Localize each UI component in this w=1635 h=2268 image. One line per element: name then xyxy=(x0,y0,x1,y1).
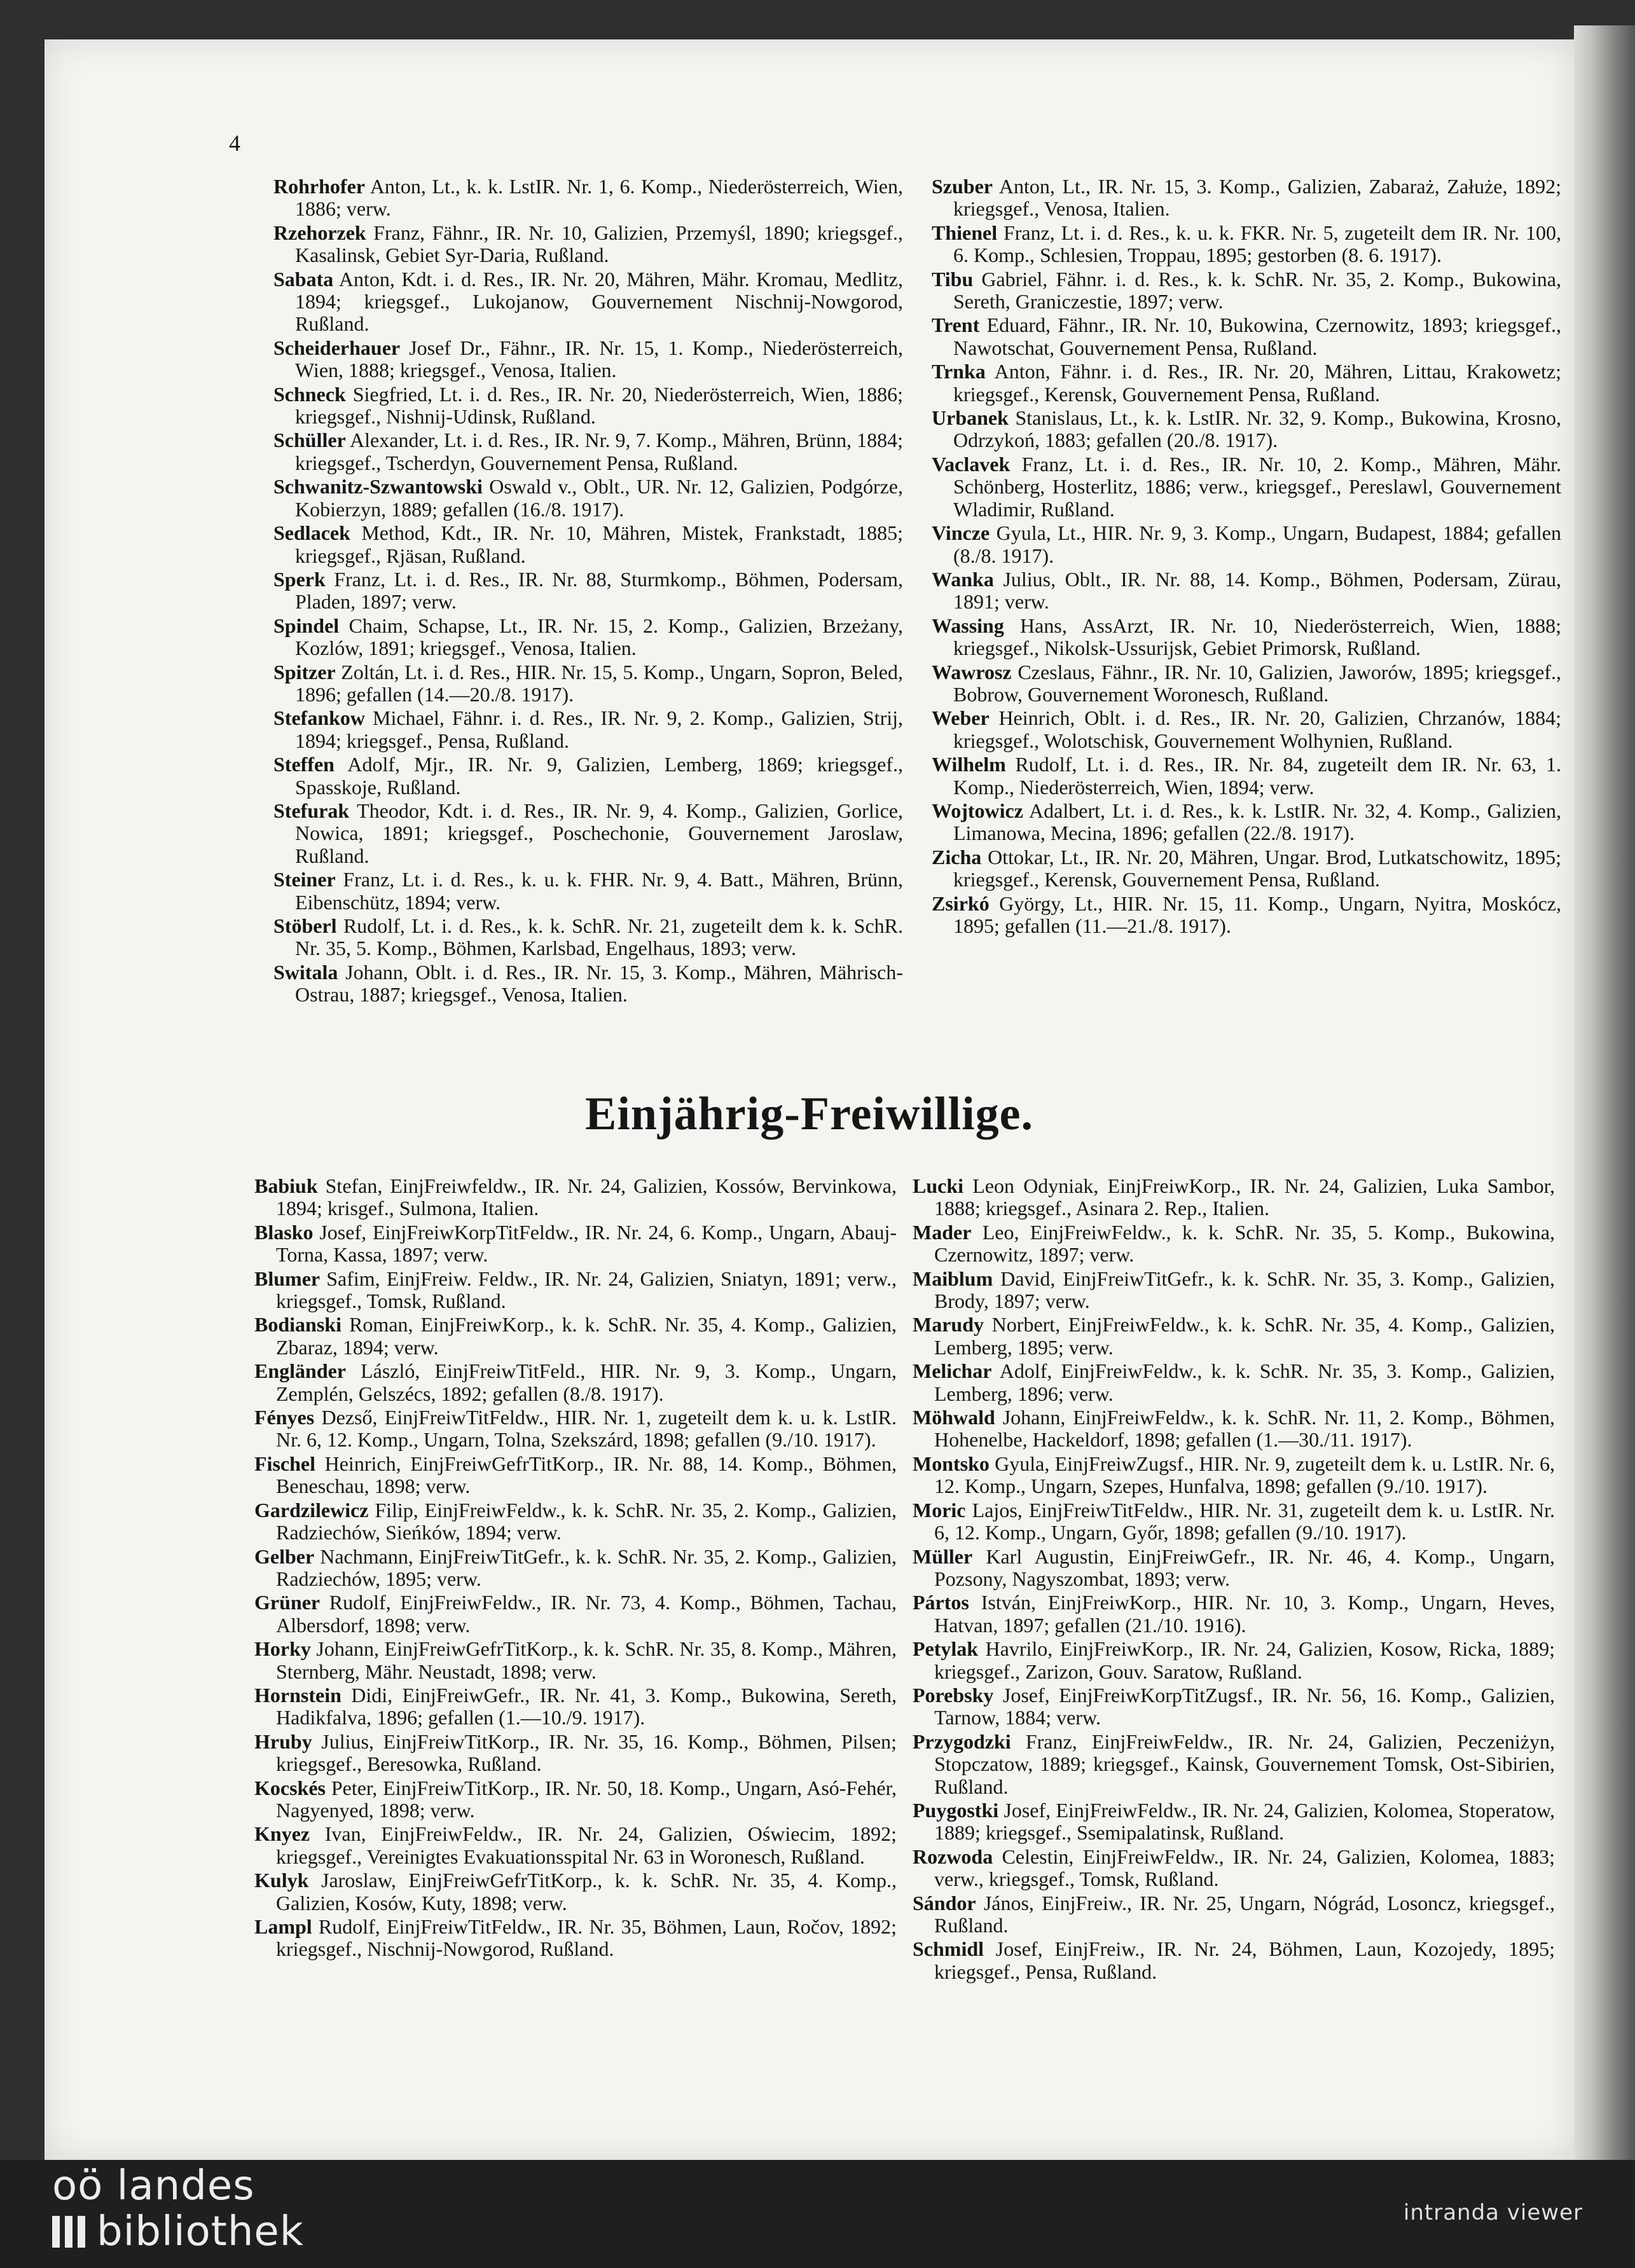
entry-details: Anton, Fähnr. i. d. Res., IR. Nr. 20, Mähren, Littau, Krakowetz; kriegsgef., Kerensk, Gouvernement Pensa, Rußland. xyxy=(953,360,1561,406)
entry-details: Josef, EinjFreiwFeldw., IR. Nr. 24, Galizien, Kolomea, Stoperatow, 1889; kriegsgef., Ssemipalatinsk, Rußland. xyxy=(934,1798,1555,1845)
entry-surname: Rzehorzek xyxy=(273,221,366,244)
entry-details: Didi, EinjFreiwGefr., IR. Nr. 41, 3. Komp., Bukowina, Sereth, Hadikfalva, 1896; gefallen (1.—10./9. 1917). xyxy=(276,1683,897,1729)
register-entry xyxy=(913,1221,1555,1267)
entry-surname: Schmidl xyxy=(913,1937,984,1961)
register-entry xyxy=(913,1360,1555,1405)
entry-details: Johann, Oblt. i. d. Res., IR. Nr. 15, 3. Komp., Mähren, Mährisch-Ostrau, 1887; kriegsgef., Venosa, Italien. xyxy=(295,960,903,1007)
register-entry xyxy=(254,1360,897,1405)
entry-surname: Mader xyxy=(913,1220,972,1244)
entry-details: Roman, EinjFreiwKorp., k. k. SchR. Nr. 35, 4. Komp., Galizien, Zbaraz, 1894; verw. xyxy=(276,1313,897,1359)
entry-details: Karl Augustin, EinjFreiwGefr., IR. Nr. 46, 4. Komp., Ungarn, Pozsony, Nagyszombat, 1893; verw. xyxy=(934,1544,1555,1590)
entry-details: Franz, Fähnr., IR. Nr. 10, Galizien, Przemyśl, 1890; kriegsgef., Kasalinsk, Gebiet Syr-Daria, Rußland. xyxy=(295,221,903,267)
entry-surname: Melichar xyxy=(913,1359,992,1383)
entry-surname: Blasko xyxy=(254,1220,314,1244)
entry-details: Anton, Lt., k. k. LstIR. Nr. 1, 6. Komp., Niederösterreich, Wien, 1886; verw. xyxy=(295,175,903,221)
entry-details: Zoltán, Lt. i. d. Res., HIR. Nr. 15, 5. Komp., Ungarn, Sopron, Beled, 1896; gefallen (14.—20./8. 1917). xyxy=(295,660,903,706)
entry-details: Leo, EinjFreiwFeldw., k. k. SchR. Nr. 35, 5. Komp., Bukowina, Czernowitz, 1897; verw. xyxy=(934,1220,1555,1267)
bottom-right-column xyxy=(913,1175,1555,1984)
register-entry xyxy=(932,522,1561,567)
register-entry xyxy=(913,1268,1555,1313)
register-entry xyxy=(913,1638,1555,1683)
register-entry xyxy=(273,175,903,221)
register-entry xyxy=(254,1406,897,1452)
register-entry xyxy=(273,800,903,867)
entry-details: Franz, Lt. i. d. Res., k. u. k. FKR. Nr. 5, zugeteilt dem IR. Nr. 100, 6. Komp., Schlesien, Troppau, 1895; gestorben (8. 6. 1917). xyxy=(953,221,1561,267)
entry-surname: Trnka xyxy=(932,360,986,383)
entry-details: Franz, EinjFreiwFeldw., IR. Nr. 24, Galizien, Peczeniżyn, Stopczatow, 1889; kriegsgef., Kainsk, Gouvernement Tomsk, Ost-Sibirien, Rußland. xyxy=(934,1729,1555,1798)
register-entry xyxy=(932,800,1561,845)
register-entry xyxy=(273,568,903,614)
entry-details: Filip, EinjFreiwFeldw., k. k. SchR. Nr. 35, 2. Komp., Galizien, Radziechów, Sieńków, 1894; verw. xyxy=(276,1498,897,1544)
entry-surname: Spitzer xyxy=(273,660,336,684)
register-entry xyxy=(932,361,1561,406)
entry-surname: Babiuk xyxy=(254,1174,318,1197)
entry-details: István, EinjFreiwKorp., HIR. Nr. 10, 3. Komp., Ungarn, Heves, Hatvan, 1897; gefallen (21./10. 1916). xyxy=(934,1591,1555,1637)
entry-surname: Fischel xyxy=(254,1452,315,1475)
register-entry xyxy=(932,175,1561,221)
entry-surname: Wanka xyxy=(932,567,994,591)
register-entry xyxy=(254,1453,897,1498)
entry-details: Hans, AssArzt, IR. Nr. 10, Niederösterreich, Wien, 1888; kriegsgef., Nikolsk-Ussurijsk, Gebiet Primorsk, Rußland. xyxy=(953,614,1561,660)
entry-details: Gyula, EinjFreiwZugsf., HIR. Nr. 9, zugeteilt dem k. u. LstIR. Nr. 6, 12. Komp., Ungarn, Szepes, Hunfalva, 1898; gefallen (9./10. 1917). xyxy=(934,1452,1555,1498)
register-entry xyxy=(254,1638,897,1683)
entry-surname: Steiner xyxy=(273,868,336,891)
entry-surname: Montsko xyxy=(913,1452,990,1475)
entry-surname: Tibu xyxy=(932,267,974,291)
entry-surname: Porebsky xyxy=(913,1683,994,1707)
entry-surname: Grüner xyxy=(254,1591,321,1614)
register-entry xyxy=(254,1268,897,1313)
register-entry xyxy=(273,429,903,474)
entry-surname: Thienel xyxy=(932,221,998,244)
register-entry xyxy=(254,1314,897,1359)
entry-details: Leon Odyniak, EinjFreiwKorp., IR. Nr. 24, Galizien, Luka Sambor, 1888; kriegsgef., Asinara 2. Rep., Italien. xyxy=(934,1174,1555,1220)
entry-details: Josef, EinjFreiw., IR. Nr. 24, Böhmen, Laun, Kozojedy, 1895; kriegsgef., Pensa, Rußland. xyxy=(934,1937,1555,1983)
entry-details: Johann, EinjFreiwFeldw., k. k. SchR. Nr. 11, 2. Komp., Böhmen, Hohenelbe, Hackeldorf, 1898; gefallen (1.—30./11. 1917). xyxy=(934,1406,1555,1452)
entry-details: Anton, Kdt. i. d. Res., IR. Nr. 20, Mähren, Mähr. Kromau, Medlitz, 1894; kriegsgef., Lukojanow, Gouvernement Nischnij-Nowgorod, Rußland. xyxy=(295,267,903,336)
register-entry xyxy=(273,661,903,706)
entry-surname: Sabata xyxy=(273,267,334,291)
logo-line2-wrapper xyxy=(52,2209,304,2255)
register-entry xyxy=(273,337,903,382)
entry-details: Heinrich, EinjFreiwGefrTitKorp., IR. Nr. 88, 14. Komp., Böhmen, Beneschau, 1898; verw. xyxy=(276,1452,897,1498)
entry-details: Alexander, Lt. i. d. Res., IR. Nr. 9, 7. Komp., Mähren, Brünn, 1884; kriegsgef., Tscherdyn, Gouvernement Pensa, Rußland. xyxy=(295,429,903,474)
entry-surname: Sándor xyxy=(913,1891,976,1914)
logo-text-line1: oö landes xyxy=(52,2162,255,2210)
entry-details: Rudolf, EinjFreiwFeldw., IR. Nr. 73, 4. Komp., Böhmen, Tachau, Albersdorf, 1898; verw. xyxy=(276,1591,897,1637)
entry-surname: Knyez xyxy=(254,1822,310,1846)
register-entry xyxy=(932,314,1561,359)
entry-surname: Schwanitz-Szwantowski xyxy=(273,475,483,498)
entry-details: Rudolf, EinjFreiwTitFeldw., IR. Nr. 35, Böhmen, Laun, Ročov, 1892; kriegsgef., Nischnij-Nowgorod, Rußland. xyxy=(276,1915,897,1961)
entry-details: Czeslaus, Fähnr., IR. Nr. 10, Galizien, Jaworów, 1895; kriegsgef., Bobrow, Gouvernement Woronesch, Rußland. xyxy=(953,660,1561,706)
entry-details: László, EinjFreiwTitFeld., HIR. Nr. 9, 3. Komp., Ungarn, Zemplén, Gelszécs, 1892; gefallen (8./8. 1917). xyxy=(276,1359,897,1405)
entry-surname: Stefurak xyxy=(273,799,350,822)
register-entry xyxy=(273,383,903,429)
register-entry xyxy=(254,1591,897,1637)
entry-details: Heinrich, Oblt. i. d. Res., IR. Nr. 20, Galizien, Chrzanów, 1884; kriegsgef., Wolotschisk, Gouvernement Wolhynien, Rußland. xyxy=(953,706,1561,752)
entry-surname: Wawrosz xyxy=(932,660,1012,684)
entry-details: Stefan, EinjFreiwfeldw., IR. Nr. 24, Galizien, Kossów, Bervinkowa, 1894; krisgef., Sulmona, Italien. xyxy=(276,1174,897,1220)
entry-details: Franz, Lt. i. d. Res., IR. Nr. 10, 2. Komp., Mähren, Mähr. Schönberg, Hosterlitz, 1886; verw., kriegsgef., Pereslawl, Gouvernement Wladimir, Rußland. xyxy=(953,452,1561,521)
entry-details: Josef, EinjFreiwKorpTitZugsf., IR. Nr. 56, 16. Komp., Galizien, Tarnow, 1884; verw. xyxy=(934,1683,1555,1729)
register-entry xyxy=(273,961,903,1007)
entry-details: Michael, Fähnr. i. d. Res., IR. Nr. 9, 2. Komp., Galizien, Strij, 1894; kriegsgef., Pensa, Rußland. xyxy=(295,706,903,752)
entry-surname: Puygostki xyxy=(913,1798,999,1822)
entry-details: Rudolf, Lt. i. d. Res., IR. Nr. 84, zugeteilt dem IR. Nr. 63, 1. Komp., Niederösterreich, Wien, 1894; verw. xyxy=(953,753,1561,799)
register-entry xyxy=(273,869,903,914)
entry-details: Stanislaus, Lt., k. k. LstIR. Nr. 32, 9. Komp., Bukowina, Krosno, Odrzykoń, 1883; gefallen (20./8. 1917). xyxy=(953,406,1561,452)
entry-details: Adalbert, Lt. i. d. Res., k. k. LstIR. Nr. 32, 4. Komp., Galizien, Limanowa, Mecina, 1896; gefallen (22./8. 1917). xyxy=(953,799,1561,845)
entry-surname: Urbanek xyxy=(932,406,1009,430)
register-entry xyxy=(932,893,1561,938)
entry-surname: Sedlacek xyxy=(273,521,350,545)
entry-surname: Marudy xyxy=(913,1313,984,1337)
entry-details: Julius, EinjFreiwTitKorp., IR. Nr. 35, 16. Komp., Böhmen, Pilsen; kriegsgef., Beresowka, Rußland. xyxy=(276,1729,897,1776)
entry-details: Havrilo, EinjFreiwKorp., IR. Nr. 24, Galizien, Kosow, Ricka, 1889; kriegsgef., Zarizon, Gouv. Saratow, Rußland. xyxy=(934,1637,1555,1683)
register-entry xyxy=(932,268,1561,313)
entry-details: Oswald v., Oblt., UR. Nr. 12, Galizien, Podgórze, Kobierzyn, 1889; gefallen (16./8. 1917). xyxy=(295,475,903,521)
register-entry xyxy=(273,753,903,799)
register-entry xyxy=(913,1892,1555,1937)
entry-details: Adolf, Mjr., IR. Nr. 9, Galizien, Lemberg, 1869; kriegsgef., Spasskoje, Rußland. xyxy=(295,753,903,799)
register-entry xyxy=(932,615,1561,660)
register-entry xyxy=(932,753,1561,799)
register-entry xyxy=(913,1406,1555,1452)
entry-details: Gyula, Lt., HIR. Nr. 9, 3. Komp., Ungarn, Budapest, 1884; gefallen (8./8. 1917). xyxy=(953,521,1561,567)
entry-details: Celestin, EinjFreiwFeldw., IR. Nr. 24, Galizien, Kolomea, 1883; verw., kriegsgef., Tomsk, Rußland. xyxy=(934,1845,1555,1891)
register-entry xyxy=(254,1546,897,1591)
entry-surname: Lucki xyxy=(913,1174,964,1197)
register-entry xyxy=(254,1221,897,1267)
register-entry xyxy=(254,1175,897,1220)
entry-details: György, Lt., HIR. Nr. 15, 11. Komp., Ungarn, Nyitra, Moskócz, 1895; gefallen (11.—21./8. 1917). xyxy=(953,891,1561,937)
entry-details: Gabriel, Fähnr. i. d. Res., k. k. SchR. Nr. 35, 2. Komp., Bukowina, Sereth, Graniczestie, 1897; verw. xyxy=(953,267,1561,313)
top-left-column xyxy=(273,175,903,1008)
entry-surname: Scheiderhauer xyxy=(273,336,401,359)
entry-details: Method, Kdt., IR. Nr. 10, Mähren, Mistek, Frankstadt, 1885; kriegsgef., Rjäsan, Rußland. xyxy=(295,521,903,567)
entry-surname: Steffen xyxy=(273,753,335,776)
register-entry xyxy=(932,661,1561,706)
entry-surname: Stefankow xyxy=(273,706,366,730)
entry-details: Chaim, Schapse, Lt., IR. Nr. 15, 2. Komp., Galizien, Brzeżany, Kozlów, 1891; kriegsgef., Venosa, Italien. xyxy=(295,614,903,660)
register-entry xyxy=(913,1846,1555,1891)
register-entry xyxy=(913,1591,1555,1637)
register-entry xyxy=(254,1777,897,1822)
register-entry xyxy=(913,1453,1555,1498)
entry-surname: Gelber xyxy=(254,1544,315,1568)
entry-details: Johann, EinjFreiwGefrTitKorp., k. k. SchR. Nr. 35, 8. Komp., Mähren, Sternberg, Mähr. Neustadt, 1898; verw. xyxy=(276,1637,897,1683)
register-entry xyxy=(273,476,903,521)
entry-surname: Rozwoda xyxy=(913,1845,993,1868)
entry-surname: Möhwald xyxy=(913,1406,995,1429)
entry-details: Dezső, EinjFreiwTitFeldw., HIR. Nr. 1, zugeteilt dem k. u. k. LstIR. Nr. 6, 12. Komp., Ungarn, Tolna, Szekszárd, 1898; gefallen (9./10. 1917). xyxy=(276,1406,897,1452)
register-entry xyxy=(273,615,903,660)
entry-details: Eduard, Fähnr., IR. Nr. 10, Bukowina, Czernowitz, 1893; kriegsgef., Nawotschat, Gouvernement Pensa, Rußland. xyxy=(953,313,1561,359)
entry-surname: Sperk xyxy=(273,567,326,591)
entry-surname: Weber xyxy=(932,706,990,730)
register-entry xyxy=(913,1731,1555,1798)
entry-surname: Pártos xyxy=(913,1591,969,1614)
entry-details: Siegfried, Lt. i. d. Res., IR. Nr. 20, Niederösterreich, Wien, 1886; kriegsgef., Nishnij-Udinsk, Rußland. xyxy=(295,382,903,429)
register-entry xyxy=(913,1175,1555,1220)
entry-surname: Zicha xyxy=(932,845,982,869)
register-entry xyxy=(254,1916,897,1961)
entry-surname: Gardzilewicz xyxy=(254,1498,369,1522)
register-entry xyxy=(254,1499,897,1544)
entry-surname: Wojtowicz xyxy=(932,799,1023,822)
entry-surname: Przygodzki xyxy=(913,1729,1011,1753)
register-entry xyxy=(273,268,903,336)
entry-surname: Blumer xyxy=(254,1267,321,1290)
entry-surname: Rohrhofer xyxy=(273,175,365,198)
entry-surname: Schüller xyxy=(273,429,346,452)
entry-surname: Hruby xyxy=(254,1729,312,1753)
page-number: 4 xyxy=(229,130,240,156)
section-heading: Einjährig-Freiwillige. xyxy=(584,1088,1034,1140)
logo-text-line2: bibliothek xyxy=(97,2208,304,2255)
register-entry xyxy=(913,1546,1555,1591)
entry-surname: Spindel xyxy=(273,614,340,637)
entry-surname: Petylak xyxy=(913,1637,979,1661)
entry-surname: Schneck xyxy=(273,382,346,406)
entry-surname: Trent xyxy=(932,313,980,337)
logo-bars-icon xyxy=(52,2216,88,2248)
register-entry xyxy=(273,915,903,960)
entry-details: Franz, Lt. i. d. Res., k. u. k. FHR. Nr. 9, 4. Batt., Mähren, Brünn, Eibenschütz, 1894; verw. xyxy=(295,868,903,914)
entry-surname: Kocskés xyxy=(254,1776,326,1799)
entry-surname: Bodianski xyxy=(254,1313,341,1337)
viewer-label[interactable]: intranda viewer xyxy=(1403,2200,1583,2225)
register-entry xyxy=(273,222,903,267)
entry-surname: Kulyk xyxy=(254,1869,309,1892)
entry-details: Ottokar, Lt., IR. Nr. 20, Mähren, Ungar. Brod, Lutkatschowitz, 1895; kriegsgef., Kerensk, Gouvernement Pensa, Rußland. xyxy=(953,845,1561,891)
entry-surname: Zsirkó xyxy=(932,891,990,915)
register-entry xyxy=(913,1314,1555,1359)
entry-surname: Vincze xyxy=(932,521,990,545)
register-entry xyxy=(273,522,903,567)
entry-details: Jaroslaw, EinjFreiwGefrTitKorp., k. k. SchR. Nr. 35, 4. Komp., Galizien, Kosów, Kuty, 1898; verw. xyxy=(276,1869,897,1914)
entry-surname: Szuber xyxy=(932,175,993,198)
register-entry xyxy=(932,453,1561,521)
entry-details: Anton, Lt., IR. Nr. 15, 3. Komp., Galizien, Zabaraż, Załuże, 1892; kriegsgef., Venosa, Italien. xyxy=(953,175,1561,221)
entry-surname: Moric xyxy=(913,1498,966,1522)
book-binding-edge xyxy=(1574,25,1635,2175)
entry-details: Theodor, Kdt. i. d. Res., IR. Nr. 9, 4. Komp., Galizien, Gorlice, Nowica, 1891; kriegsgef., Poschechonie, Gouvernement Jaroslaw, Rußland. xyxy=(295,799,903,867)
entry-details: Rudolf, Lt. i. d. Res., k. k. SchR. Nr. 21, zugeteilt dem k. k. SchR. Nr. 35, 5. Komp., Böhmen, Karlsbad, Engelhaus, 1893; verw. xyxy=(295,914,903,960)
entry-details: Julius, Oblt., IR. Nr. 88, 14. Komp., Böhmen, Podersam, Zürau, 1891; verw. xyxy=(953,567,1561,614)
entry-surname: Vaclavek xyxy=(932,452,1011,476)
document-page xyxy=(45,39,1574,2160)
register-entry xyxy=(932,407,1561,452)
register-entry xyxy=(932,568,1561,614)
entry-surname: Horky xyxy=(254,1637,311,1661)
entry-details: Josef Dr., Fähnr., IR. Nr. 15, 1. Komp., Niederösterreich, Wien, 1888; kriegsgef., Venosa, Italien. xyxy=(295,336,903,382)
register-entry xyxy=(913,1799,1555,1845)
bottom-left-column xyxy=(254,1175,897,1962)
entry-surname: Fényes xyxy=(254,1406,315,1429)
entry-details: Lajos, EinjFreiwTitFeldw., HIR. Nr. 31, zugeteilt dem k. u. LstIR. Nr. 6, 12. Komp., Ungarn, Győr, 1898; gefallen (9./10. 1917). xyxy=(934,1498,1555,1544)
entry-details: Adolf, EinjFreiwFeldw., k. k. SchR. Nr. 35, 3. Komp., Galizien, Lemberg, 1896; verw. xyxy=(934,1359,1555,1405)
library-logo[interactable] xyxy=(52,2163,304,2255)
top-right-column xyxy=(932,175,1561,938)
entry-surname: Stöberl xyxy=(273,914,337,937)
entry-surname: Engländer xyxy=(254,1359,347,1383)
entry-surname: Hornstein xyxy=(254,1683,341,1707)
entry-details: Josef, EinjFreiwKorpTitFeldw., IR. Nr. 24, 6. Komp., Ungarn, Abauj-Torna, Kassa, 1897; verw. xyxy=(276,1220,897,1267)
entry-details: Peter, EinjFreiwTitKorp., IR. Nr. 50, 18. Komp., Ungarn, Asó-Fehér, Nagyenyed, 1898; verw. xyxy=(276,1776,897,1822)
register-entry xyxy=(932,222,1561,267)
register-entry xyxy=(254,1684,897,1729)
entry-surname: Switala xyxy=(273,960,338,984)
entry-details: János, EinjFreiw., IR. Nr. 25, Ungarn, Nógrád, Losoncz, kriegsgef., Rußland. xyxy=(934,1891,1555,1937)
entry-details: Safim, EinjFreiw. Feldw., IR. Nr. 24, Galizien, Sniatyn, 1891; verw., kriegsgef., Tomsk, Rußland. xyxy=(276,1267,897,1313)
register-entry xyxy=(254,1731,897,1776)
register-entry xyxy=(273,707,903,752)
entry-details: Nachmann, EinjFreiwTitGefr., k. k. SchR. Nr. 35, 2. Komp., Galizien, Radziechów, 1895; verw. xyxy=(276,1544,897,1590)
entry-surname: Maiblum xyxy=(913,1267,993,1290)
entry-details: Ivan, EinjFreiwFeldw., IR. Nr. 24, Galizien, Oświecim, 1892; kriegsgef., Vereinigtes Evakuationsspital Nr. 63 in Woronesch, Rußland. xyxy=(276,1822,897,1868)
entry-surname: Müller xyxy=(913,1544,973,1568)
register-entry xyxy=(913,1938,1555,1983)
register-entry xyxy=(913,1684,1555,1729)
entry-details: David, EinjFreiwTitGefr., k. k. SchR. Nr. 35, 3. Komp., Galizien, Brody, 1897; verw. xyxy=(934,1267,1555,1313)
entry-surname: Wilhelm xyxy=(932,753,1006,776)
register-entry xyxy=(254,1869,897,1914)
register-entry xyxy=(254,1823,897,1868)
register-entry xyxy=(932,846,1561,891)
register-entry xyxy=(932,707,1561,752)
entry-details: Norbert, EinjFreiwFeldw., k. k. SchR. Nr. 35, 4. Komp., Galizien, Lemberg, 1895; verw. xyxy=(934,1313,1555,1359)
entry-surname: Wassing xyxy=(932,614,1004,637)
register-entry xyxy=(913,1499,1555,1544)
entry-surname: Lampl xyxy=(254,1915,312,1938)
entry-details: Franz, Lt. i. d. Res., IR. Nr. 88, Sturmkomp., Böhmen, Podersam, Pladen, 1897; verw. xyxy=(295,567,903,614)
